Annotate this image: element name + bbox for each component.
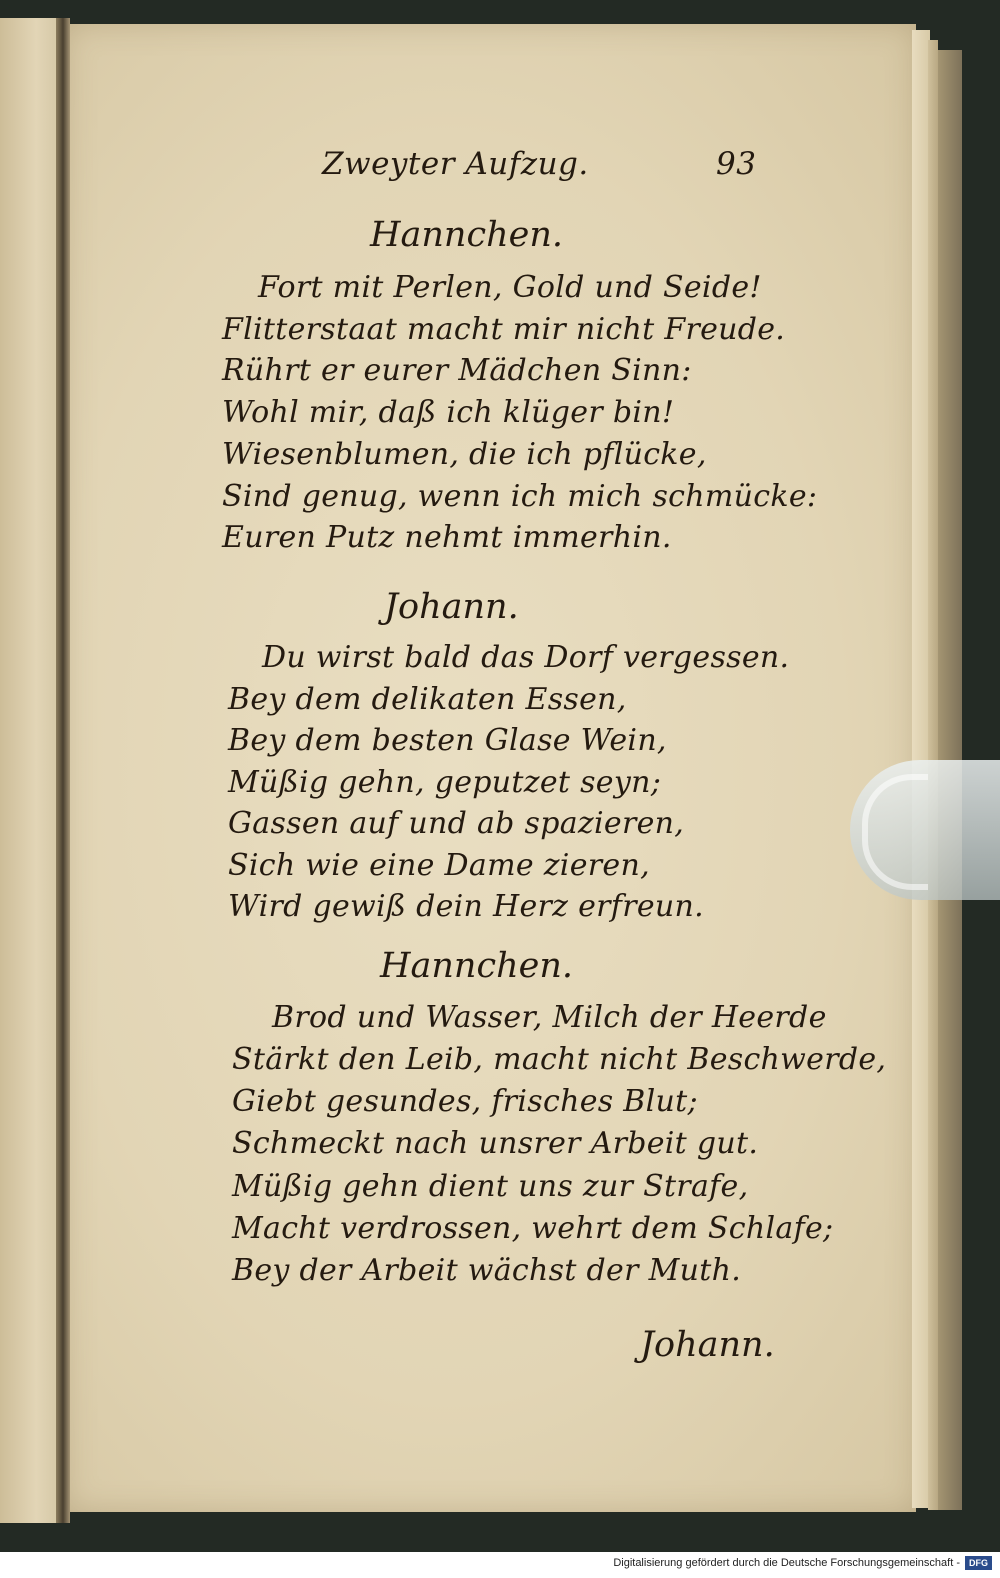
verse-line: Wird gewiß dein Herz erfreun. [228, 889, 704, 924]
verse-line: Wiesenblumen, die ich pflücke, [222, 437, 707, 472]
verse-line: Bey dem delikaten Essen, [228, 682, 627, 717]
page-number: 93 [716, 146, 757, 182]
book-gutter [56, 18, 70, 1523]
catchword: Johann. [640, 1325, 775, 1365]
verse-line: Müßig gehn, geputzet seyn; [228, 765, 662, 800]
verse-line: Stärkt den Leib, macht nicht Beschwerde, [232, 1042, 887, 1077]
verse-line: Rührt er eurer Mädchen Sinn: [222, 353, 692, 388]
speaker-heading: Hannchen. [380, 946, 573, 986]
running-head: Zweyter Aufzug. [322, 146, 589, 182]
dfg-logo: DFG [965, 1556, 992, 1570]
verse-line: Du wirst bald das Dorf vergessen. [262, 640, 790, 675]
speaker-heading: Johann. [384, 587, 519, 627]
verse-line: Flitterstaat macht mir nicht Freude. [222, 312, 786, 347]
verse-line: Schmeckt nach unsrer Arbeit gut. [232, 1126, 759, 1161]
speaker-heading: Hannchen. [370, 215, 563, 255]
verse-line: Fort mit Perlen, Gold und Seide! [258, 270, 762, 305]
verse-line: Brod und Wasser, Milch der Heerde [272, 1000, 827, 1035]
verse-line: Sich wie eine Dame zieren, [228, 848, 650, 883]
footer-credit: Digitalisierung gefördert durch die Deutsche Forschungsgemeinschaft - [613, 1557, 960, 1569]
verse-line: Giebt gesundes, frisches Blut; [232, 1084, 698, 1119]
verse-line: Macht verdrossen, wehrt dem Schlafe; [232, 1211, 834, 1246]
verse-line: Sind genug, wenn ich mich schmücke: [222, 479, 818, 514]
verse-line: Müßig gehn dient uns zur Strafe, [232, 1169, 749, 1204]
verse-line: Bey der Arbeit wächst der Muth. [232, 1253, 742, 1288]
verse-line: Bey dem besten Glase Wein, [228, 723, 667, 758]
verse-line: Wohl mir, daß ich klüger bin! [222, 395, 675, 430]
verse-line: Euren Putz nehmt immerhin. [222, 520, 672, 555]
verse-line: Gassen auf und ab spazieren, [228, 806, 685, 841]
